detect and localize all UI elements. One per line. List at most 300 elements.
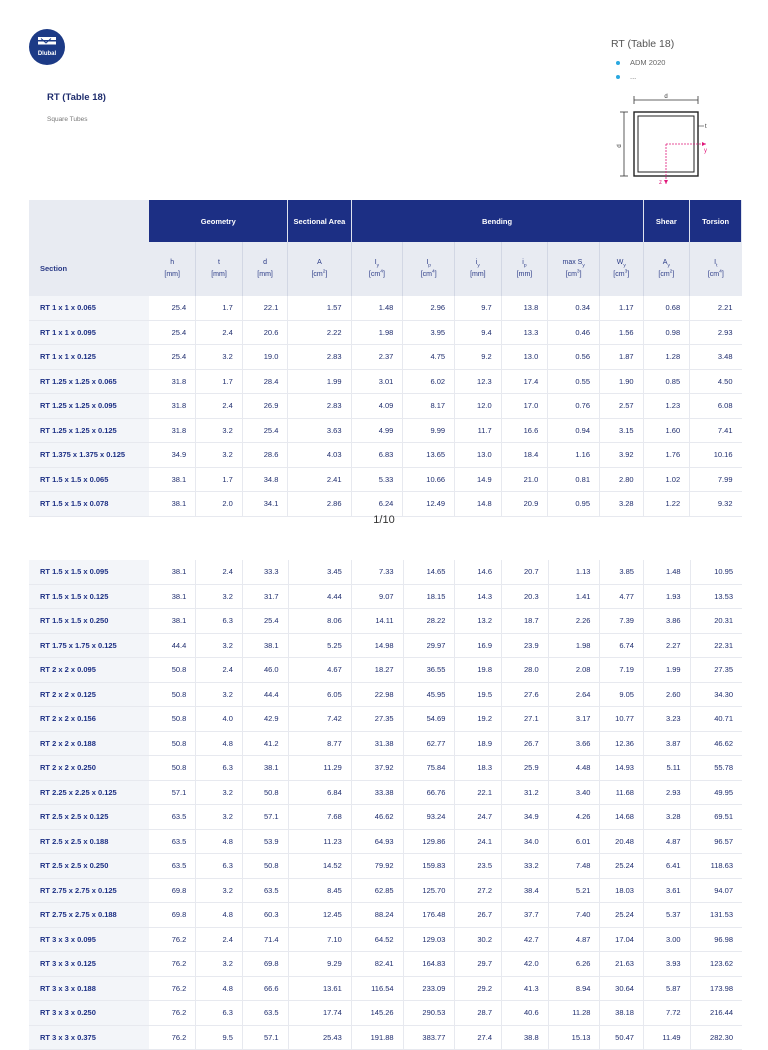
value-cell: 11.28 <box>548 1001 600 1026</box>
value-cell: 12.3 <box>455 369 502 394</box>
value-cell: 1.56 <box>600 320 644 345</box>
value-cell: 4.03 <box>288 443 351 468</box>
section-name-cell: RT 2 x 2 x 0.156 <box>29 707 149 732</box>
value-cell: 30.2 <box>455 927 502 952</box>
value-cell: 3.45 <box>288 560 351 584</box>
value-cell: 22.98 <box>351 682 403 707</box>
table-row <box>29 952 742 977</box>
value-cell: 290.53 <box>403 1001 455 1026</box>
value-cell: 191.88 <box>351 1025 403 1050</box>
value-cell: 2.4 <box>196 560 243 584</box>
value-cell: 16.6 <box>501 418 548 443</box>
value-cell: 5.21 <box>548 878 600 903</box>
value-cell: 8.77 <box>288 731 351 756</box>
value-cell: 69.51 <box>690 805 742 830</box>
column-header: $A_y$ $[cm^2]$ <box>643 242 690 296</box>
page-1 <box>0 0 768 522</box>
value-cell: 19.2 <box>455 707 502 732</box>
value-cell: 11.7 <box>455 418 502 443</box>
value-cell: 3.63 <box>288 418 351 443</box>
value-cell: 14.93 <box>600 756 644 781</box>
logo-mark-icon <box>38 37 56 49</box>
value-cell: 2.27 <box>643 633 690 658</box>
value-cell: 40.71 <box>690 707 742 732</box>
value-cell: 0.68 <box>643 296 690 320</box>
value-cell: 3.23 <box>643 707 690 732</box>
value-cell: 1.02 <box>643 467 690 492</box>
value-cell: 1.48 <box>351 296 403 320</box>
value-cell: 19.0 <box>242 345 288 370</box>
value-cell: 13.0 <box>501 345 548 370</box>
table-row <box>29 927 742 952</box>
value-cell: 64.93 <box>351 829 403 854</box>
value-cell: 5.11 <box>643 756 690 781</box>
value-cell: 2.64 <box>548 682 600 707</box>
page-indicator: 1/10 <box>373 514 395 526</box>
value-cell: 28.22 <box>403 609 455 634</box>
bullet-icon <box>616 75 620 79</box>
value-cell: 25.4 <box>149 345 196 370</box>
value-cell: 57.1 <box>242 805 288 830</box>
value-cell: 2.41 <box>288 467 351 492</box>
value-cell: 3.87 <box>643 731 690 756</box>
value-cell: 6.3 <box>196 854 243 879</box>
value-cell: 76.2 <box>149 1001 196 1026</box>
value-cell: 26.9 <box>242 394 288 419</box>
value-cell: 282.30 <box>690 1025 742 1050</box>
value-cell: 20.3 <box>502 584 549 609</box>
table-row <box>29 467 742 492</box>
value-cell: 16.9 <box>455 633 502 658</box>
group-header-sectional-area: Sectional Area <box>288 200 351 242</box>
value-cell: 21.63 <box>600 952 644 977</box>
section-name-cell: RT 1.375 x 1.375 x 0.125 <box>29 443 149 468</box>
value-cell: 38.18 <box>600 1001 644 1026</box>
value-cell: 8.45 <box>288 878 351 903</box>
value-cell: 75.84 <box>403 756 455 781</box>
value-cell: 6.41 <box>643 854 690 879</box>
group-header-shear: Shear <box>643 200 690 242</box>
value-cell: 55.78 <box>690 756 742 781</box>
value-cell: 63.5 <box>242 878 288 903</box>
value-cell: 29.7 <box>455 952 502 977</box>
table-row <box>29 369 742 394</box>
value-cell: 42.7 <box>502 927 549 952</box>
column-header: $i_p$ [mm] <box>501 242 548 296</box>
value-cell: 3.01 <box>351 369 403 394</box>
table-row <box>29 345 742 370</box>
value-cell: 53.9 <box>242 829 288 854</box>
page-title: RT (Table 18) <box>47 92 106 103</box>
page-2 <box>0 560 768 1042</box>
value-cell: 3.66 <box>548 731 600 756</box>
value-cell: 2.4 <box>196 658 243 683</box>
value-cell: 31.8 <box>149 369 196 394</box>
value-cell: 7.72 <box>643 1001 690 1026</box>
section-name-cell: RT 1.25 x 1.25 x 0.095 <box>29 394 149 419</box>
value-cell: 14.8 <box>455 492 502 517</box>
value-cell: 27.4 <box>455 1025 502 1050</box>
table-row <box>29 731 742 756</box>
value-cell: 7.68 <box>288 805 351 830</box>
table-row <box>29 829 742 854</box>
column-header-row <box>29 242 742 296</box>
value-cell: 27.6 <box>502 682 549 707</box>
value-cell: 4.8 <box>196 976 243 1001</box>
value-cell: 2.83 <box>288 345 351 370</box>
value-cell: 29.97 <box>403 633 455 658</box>
column-header: $W_y$ $[cm^3]$ <box>600 242 644 296</box>
value-cell: 46.0 <box>242 658 288 683</box>
value-cell: 8.17 <box>403 394 455 419</box>
table-row <box>29 320 742 345</box>
logo-text: Dlubal <box>37 51 57 57</box>
group-header-geometry: Geometry <box>149 200 288 242</box>
value-cell: 14.6 <box>455 560 502 584</box>
value-cell: 9.32 <box>690 492 742 517</box>
value-cell: 159.83 <box>403 854 455 879</box>
table-body-page-1 <box>29 296 742 516</box>
side-list-item: ... <box>616 71 665 85</box>
value-cell: 2.93 <box>643 780 690 805</box>
value-cell: 0.34 <box>548 296 600 320</box>
value-cell: 27.1 <box>502 707 549 732</box>
value-cell: 13.8 <box>501 296 548 320</box>
value-cell: 116.54 <box>351 976 403 1001</box>
value-cell: 3.95 <box>403 320 455 345</box>
value-cell: 3.2 <box>196 878 243 903</box>
value-cell: 3.2 <box>196 633 243 658</box>
value-cell: 66.6 <box>242 976 288 1001</box>
value-cell: 28.4 <box>242 369 288 394</box>
value-cell: 17.0 <box>501 394 548 419</box>
value-cell: 26.7 <box>455 903 502 928</box>
value-cell: 9.05 <box>600 682 644 707</box>
value-cell: 13.61 <box>288 976 351 1001</box>
value-cell: 3.2 <box>196 345 243 370</box>
value-cell: 69.8 <box>149 903 196 928</box>
value-cell: 40.6 <box>502 1001 549 1026</box>
value-cell: 11.29 <box>288 756 351 781</box>
value-cell: 3.17 <box>548 707 600 732</box>
section-name-cell: RT 3 x 3 x 0.188 <box>29 976 149 1001</box>
group-header-torsion: Torsion <box>690 200 742 242</box>
value-cell: 22.1 <box>455 780 502 805</box>
dim-t-label: t <box>705 124 707 130</box>
value-cell: 8.94 <box>548 976 600 1001</box>
value-cell: 94.07 <box>690 878 742 903</box>
value-cell: 3.00 <box>643 927 690 952</box>
value-cell: 37.7 <box>502 903 549 928</box>
value-cell: 28.0 <box>502 658 549 683</box>
value-cell: 41.3 <box>502 976 549 1001</box>
value-cell: 79.92 <box>351 854 403 879</box>
value-cell: 69.8 <box>149 878 196 903</box>
table-row <box>29 584 742 609</box>
table-row <box>29 903 742 928</box>
value-cell: 50.8 <box>149 707 196 732</box>
value-cell: 9.29 <box>288 952 351 977</box>
value-cell: 129.03 <box>403 927 455 952</box>
value-cell: 3.86 <box>643 609 690 634</box>
dim-top-label: d <box>664 94 668 100</box>
value-cell: 6.83 <box>351 443 403 468</box>
value-cell: 0.56 <box>548 345 600 370</box>
value-cell: 7.39 <box>600 609 644 634</box>
value-cell: 1.7 <box>196 296 243 320</box>
value-cell: 18.4 <box>501 443 548 468</box>
value-cell: 62.77 <box>403 731 455 756</box>
value-cell: 28.6 <box>242 443 288 468</box>
value-cell: 4.48 <box>548 756 600 781</box>
value-cell: 38.1 <box>242 633 288 658</box>
value-cell: 12.45 <box>288 903 351 928</box>
section-name-cell: RT 1.25 x 1.25 x 0.125 <box>29 418 149 443</box>
value-cell: 38.1 <box>149 492 196 517</box>
column-header: $I_p$ $[cm^4]$ <box>403 242 455 296</box>
value-cell: 38.1 <box>242 756 288 781</box>
value-cell: 25.4 <box>242 418 288 443</box>
value-cell: 25.24 <box>600 854 644 879</box>
value-cell: 31.8 <box>149 418 196 443</box>
value-cell: 0.94 <box>548 418 600 443</box>
value-cell: 38.4 <box>502 878 549 903</box>
value-cell: 7.19 <box>600 658 644 683</box>
table-row <box>29 394 742 419</box>
value-cell: 46.62 <box>690 731 742 756</box>
value-cell: 1.23 <box>643 394 690 419</box>
value-cell: 64.52 <box>351 927 403 952</box>
table-row <box>29 658 742 683</box>
section-name-cell: RT 3 x 3 x 0.250 <box>29 1001 149 1026</box>
value-cell: 131.53 <box>690 903 742 928</box>
value-cell: 33.38 <box>351 780 403 805</box>
value-cell: 3.2 <box>196 418 243 443</box>
table-row <box>29 1025 742 1050</box>
value-cell: 38.8 <box>502 1025 549 1050</box>
value-cell: 9.5 <box>196 1025 243 1050</box>
value-cell: 2.60 <box>643 682 690 707</box>
header-empty-cell <box>29 200 149 242</box>
value-cell: 31.8 <box>149 394 196 419</box>
value-cell: 9.07 <box>351 584 403 609</box>
value-cell: 2.4 <box>196 927 243 952</box>
value-cell: 34.9 <box>502 805 549 830</box>
value-cell: 19.5 <box>455 682 502 707</box>
table-row <box>29 854 742 879</box>
value-cell: 17.4 <box>501 369 548 394</box>
value-cell: 2.4 <box>196 320 243 345</box>
column-header: h [mm] <box>149 242 196 296</box>
value-cell: 69.8 <box>242 952 288 977</box>
value-cell: 71.4 <box>242 927 288 952</box>
table-row <box>29 682 742 707</box>
section-name-cell: RT 3 x 3 x 0.125 <box>29 952 149 977</box>
value-cell: 3.85 <box>600 560 644 584</box>
value-cell: 6.26 <box>548 952 600 977</box>
value-cell: 13.0 <box>455 443 502 468</box>
column-header: $I_y$ $[cm^4]$ <box>351 242 403 296</box>
value-cell: 46.62 <box>351 805 403 830</box>
value-cell: 6.24 <box>351 492 403 517</box>
value-cell: 15.13 <box>548 1025 600 1050</box>
value-cell: 17.74 <box>288 1001 351 1026</box>
column-header: $i_y$ [mm] <box>455 242 502 296</box>
value-cell: 5.25 <box>288 633 351 658</box>
value-cell: 14.9 <box>455 467 502 492</box>
value-cell: 13.65 <box>403 443 455 468</box>
value-cell: 1.48 <box>643 560 690 584</box>
value-cell: 38.1 <box>149 609 196 634</box>
value-cell: 3.48 <box>690 345 742 370</box>
value-cell: 38.1 <box>149 560 196 584</box>
value-cell: 4.87 <box>548 927 600 952</box>
section-name-cell: RT 2 x 2 x 0.095 <box>29 658 149 683</box>
value-cell: 63.5 <box>149 854 196 879</box>
group-header-row <box>29 200 742 242</box>
value-cell: 29.2 <box>455 976 502 1001</box>
value-cell: 19.8 <box>455 658 502 683</box>
value-cell: 41.2 <box>242 731 288 756</box>
value-cell: 31.7 <box>242 584 288 609</box>
value-cell: 6.3 <box>196 609 243 634</box>
value-cell: 3.15 <box>600 418 644 443</box>
table-row <box>29 805 742 830</box>
value-cell: 1.87 <box>600 345 644 370</box>
value-cell: 6.84 <box>288 780 351 805</box>
value-cell: 10.77 <box>600 707 644 732</box>
value-cell: 34.0 <box>502 829 549 854</box>
value-cell: 1.99 <box>288 369 351 394</box>
value-cell: 63.5 <box>149 805 196 830</box>
value-cell: 2.96 <box>403 296 455 320</box>
value-cell: 3.93 <box>643 952 690 977</box>
value-cell: 34.30 <box>690 682 742 707</box>
value-cell: 1.22 <box>643 492 690 517</box>
value-cell: 2.93 <box>690 320 742 345</box>
value-cell: 6.02 <box>403 369 455 394</box>
value-cell: 7.40 <box>548 903 600 928</box>
section-name-cell: RT 2 x 2 x 0.250 <box>29 756 149 781</box>
value-cell: 2.37 <box>351 345 403 370</box>
value-cell: 2.57 <box>600 394 644 419</box>
section-name-cell: RT 1.25 x 1.25 x 0.065 <box>29 369 149 394</box>
value-cell: 7.48 <box>548 854 600 879</box>
table-row <box>29 609 742 634</box>
value-cell: 38.1 <box>149 584 196 609</box>
value-cell: 7.42 <box>288 707 351 732</box>
value-cell: 23.9 <box>502 633 549 658</box>
value-cell: 1.57 <box>288 296 351 320</box>
value-cell: 5.87 <box>643 976 690 1001</box>
value-cell: 42.0 <box>502 952 549 977</box>
value-cell: 1.76 <box>643 443 690 468</box>
axis-z-label: z <box>659 180 662 186</box>
value-cell: 3.40 <box>548 780 600 805</box>
value-cell: 4.09 <box>351 394 403 419</box>
value-cell: 96.98 <box>690 927 742 952</box>
table-row <box>29 492 742 517</box>
column-header: $I_t$ $[cm^4]$ <box>690 242 742 296</box>
value-cell: 33.2 <box>502 854 549 879</box>
value-cell: 23.5 <box>455 854 502 879</box>
value-cell: 125.70 <box>403 878 455 903</box>
value-cell: 4.26 <box>548 805 600 830</box>
value-cell: 38.1 <box>149 467 196 492</box>
section-name-cell: RT 2.25 x 2.25 x 0.125 <box>29 780 149 805</box>
value-cell: 34.1 <box>242 492 288 517</box>
value-cell: 13.2 <box>455 609 502 634</box>
value-cell: 60.3 <box>242 903 288 928</box>
value-cell: 2.21 <box>690 296 742 320</box>
value-cell: 66.76 <box>403 780 455 805</box>
value-cell: 1.98 <box>548 633 600 658</box>
value-cell: 7.33 <box>351 560 403 584</box>
table-row <box>29 296 742 320</box>
value-cell: 1.7 <box>196 369 243 394</box>
value-cell: 7.41 <box>690 418 742 443</box>
value-cell: 18.7 <box>502 609 549 634</box>
value-cell: 2.26 <box>548 609 600 634</box>
value-cell: 50.8 <box>149 756 196 781</box>
column-header: A $[cm^2]$ <box>288 242 351 296</box>
value-cell: 20.9 <box>501 492 548 517</box>
value-cell: 129.86 <box>403 829 455 854</box>
value-cell: 10.16 <box>690 443 742 468</box>
side-list <box>616 57 665 85</box>
value-cell: 3.28 <box>643 805 690 830</box>
value-cell: 44.4 <box>149 633 196 658</box>
column-header: $\max S_y$ $[cm^3]$ <box>548 242 600 296</box>
table-row <box>29 756 742 781</box>
axis-y-label: y <box>704 148 707 154</box>
section-name-cell: RT 1 x 1 x 0.125 <box>29 345 149 370</box>
value-cell: 14.98 <box>351 633 403 658</box>
value-cell: 1.98 <box>351 320 403 345</box>
value-cell: 6.3 <box>196 756 243 781</box>
value-cell: 7.10 <box>288 927 351 952</box>
section-table-continued <box>29 560 742 1050</box>
value-cell: 18.03 <box>600 878 644 903</box>
column-header: d [mm] <box>242 242 288 296</box>
value-cell: 3.2 <box>196 780 243 805</box>
value-cell: 34.8 <box>242 467 288 492</box>
value-cell: 2.86 <box>288 492 351 517</box>
value-cell: 0.55 <box>548 369 600 394</box>
value-cell: 14.3 <box>455 584 502 609</box>
value-cell: 2.22 <box>288 320 351 345</box>
value-cell: 37.92 <box>351 756 403 781</box>
value-cell: 123.62 <box>690 952 742 977</box>
table-row <box>29 707 742 732</box>
value-cell: 216.44 <box>690 1001 742 1026</box>
section-name-cell: RT 1.5 x 1.5 x 0.250 <box>29 609 149 634</box>
value-cell: 1.90 <box>600 369 644 394</box>
table-row <box>29 976 742 1001</box>
section-name-cell: RT 1.5 x 1.5 x 0.078 <box>29 492 149 517</box>
value-cell: 36.55 <box>403 658 455 683</box>
value-cell: 0.81 <box>548 467 600 492</box>
value-cell: 6.74 <box>600 633 644 658</box>
value-cell: 233.09 <box>403 976 455 1001</box>
section-name-cell: RT 1 x 1 x 0.095 <box>29 320 149 345</box>
value-cell: 4.75 <box>403 345 455 370</box>
value-cell: 1.60 <box>643 418 690 443</box>
value-cell: 1.17 <box>600 296 644 320</box>
section-name-cell: RT 2.5 x 2.5 x 0.125 <box>29 805 149 830</box>
value-cell: 14.11 <box>351 609 403 634</box>
value-cell: 28.7 <box>455 1001 502 1026</box>
